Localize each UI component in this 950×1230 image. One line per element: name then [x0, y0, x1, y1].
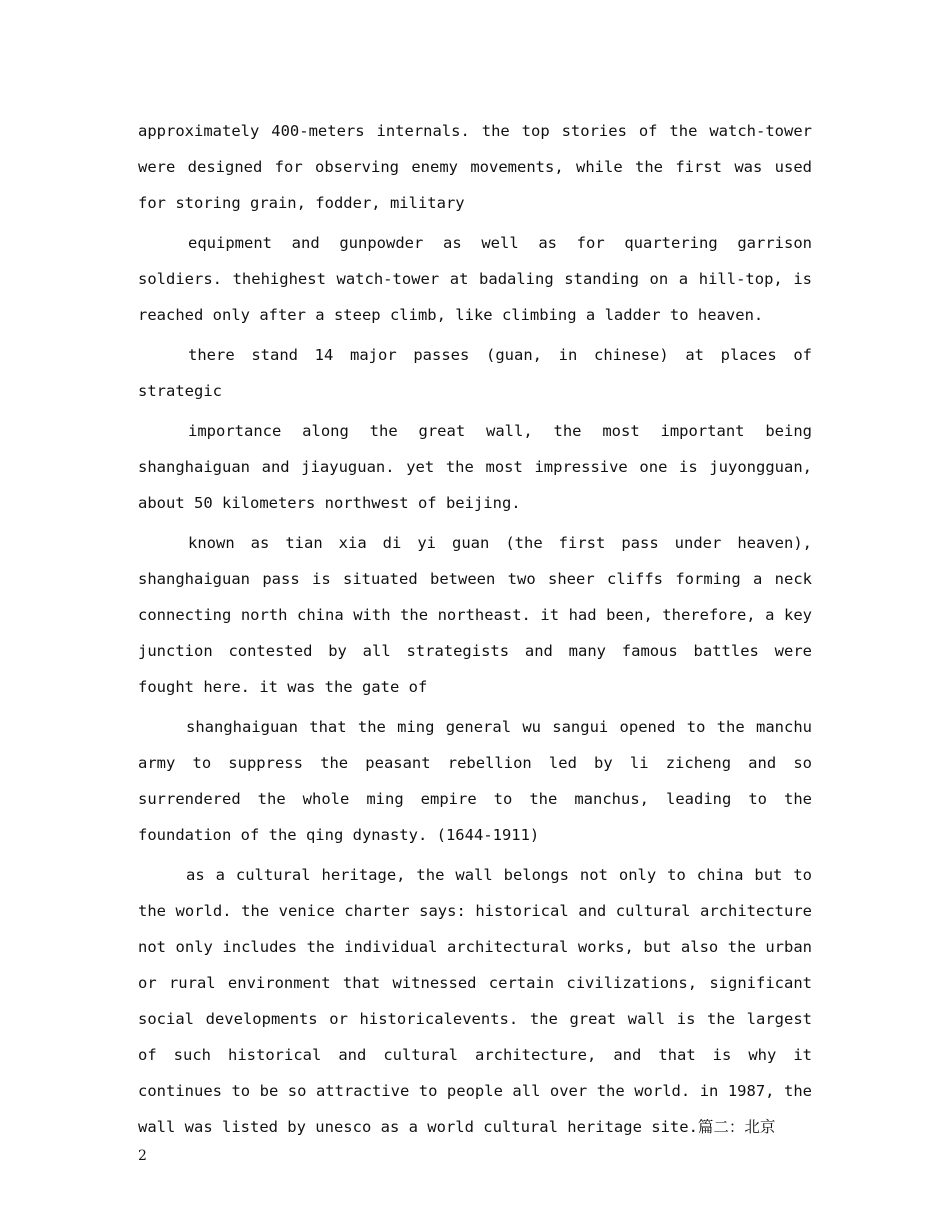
paragraph-4: importance along the great wall, the most important being shanghaiguan and jiayuguan. yet the most impressive one is juyongguan, about 50 kilometers northwest of beijing.: [138, 422, 812, 512]
paragraph-3: there stand 14 major passes (guan, in chinese) at places of strategic: [138, 346, 812, 400]
paragraph-2: equipment and gunpowder as well as for quartering garrison soldiers. thehighest watch-tower at badaling standing on a hill-top, is reached only after a steep climb, like climbing a ladder to heaven.: [138, 234, 812, 324]
paragraph-6: shanghaiguan that the ming general wu sangui opened to the manchu army to suppress the peasant rebellion led by li zicheng and so surrendered the whole ming empire to the manchus, leading to the foundation of the qing dynasty. (1644-1911): [138, 718, 812, 844]
paragraph-1: approximately 400-meters internals. the top stories of the watch-tower were designed for observing enemy movements, while the first was used for storing grain, fodder, military: [138, 122, 812, 212]
paragraph-7: as a cultural heritage, the wall belongs not only to china but to the world. the venice charter says: historical and cultural architecture not only includes the individual architectural works, but also the urban or rural environment that witnessed certain civilizations, significant social developments or historicalevents. the great wall is the largest of such historical and cultural architecture, and that is why it continues to be so attractive to people all over the world. in 1987, the wall was listed by unesco as a world cultural heritage site.篇二：北京: [138, 866, 812, 1136]
paragraph-5: known as tian xia di yi guan (the first pass under heaven), shanghaiguan pass is situated between two sheer cliffs forming a neck connecting north china with the northeast. it had been, therefore, a key junction contested by all strategists and many famous battles were fought here. it was the gate of: [138, 534, 812, 696]
page-number: 2: [138, 1148, 147, 1164]
document-body: [138, 113, 812, 1149]
